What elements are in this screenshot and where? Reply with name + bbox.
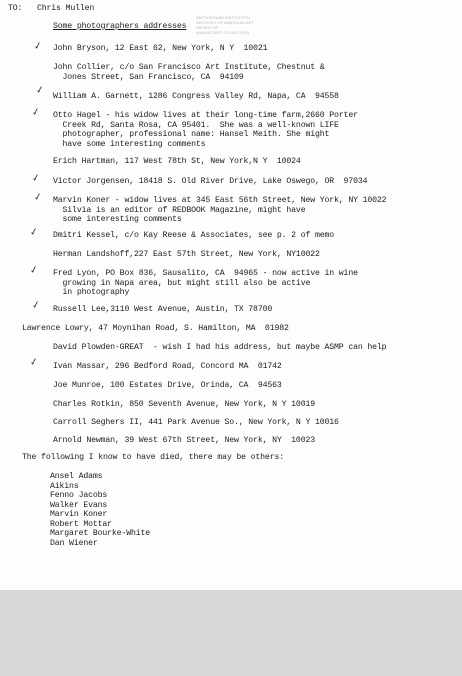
address-line: Creek Rd, Santa Rosa, CA 95401. She was a well-known LIFE — [53, 120, 339, 130]
check-mark-icon: ✓ — [28, 356, 40, 369]
archive-stamp — [196, 15, 278, 35]
address-line: Ivan Massar, 296 Bedford Road, Concord MA 01742 — [53, 362, 282, 371]
deceased-name: Aikins — [50, 481, 79, 491]
stamp-line: PAPERS OF — [196, 25, 219, 30]
stamp-line: SMITHSONIAN INSTITUTION — [196, 15, 250, 20]
address-line: Joe Munroe, 100 Estates Drive, Orinda, CA 94563 — [53, 381, 282, 390]
address-line: Herman Landshoff,227 East 57th Street, New York, NY10022 — [53, 250, 320, 259]
address-line: Charles Rotkin, 850 Seventh Avenue, New York, N Y 10019 — [53, 400, 315, 409]
memo-subject: Some photographers addresses — [53, 22, 187, 31]
address-line: John Collier, c/o San Francisco Art Institute, Chestnut & — [53, 63, 325, 72]
recipient-name: Chris Mullen — [37, 4, 95, 13]
address-line: Victor Jorgensen, 18418 S. Old River Drive, Lake Oswego, OR 97034 — [53, 177, 368, 186]
check-mark-icon: ✓ — [34, 84, 46, 97]
address-line: photographer, professional name: Hansel Meith. She might — [53, 130, 330, 140]
address-line: John Bryson, 12 East 62, New York, N Y 10021 — [53, 44, 268, 53]
check-mark-icon: ✓ — [32, 40, 44, 53]
check-mark-icon: ✓ — [30, 299, 42, 312]
check-mark-icon: ✓ — [28, 264, 40, 277]
deceased-name: Margaret Bourke-White — [50, 529, 151, 538]
deceased-name: Dan Wiener — [50, 538, 98, 548]
check-mark-icon: ✓ — [28, 226, 40, 239]
deceased-intro: The following I know to have died, there may be others: — [22, 453, 284, 462]
address-line: Lawrence Lowry, 47 Moynihan Road, S. Hamilton, MA 01982 — [22, 324, 289, 333]
address-line: in photography — [53, 288, 130, 298]
to-label: TO: — [8, 4, 23, 13]
address-line: David Plowden-GREAT - wish I had his address, but maybe ASMP can help — [53, 343, 387, 352]
address-line: William A. Garnett, 1286 Congress Valley Rd, Napa, CA 94558 — [53, 92, 339, 101]
check-mark-icon: ✓ — [32, 191, 44, 204]
stamp-line: ARCHIVES OF AMERICAN ART — [196, 20, 254, 25]
address-line: Otto Hagel - his widow lives at their long-time farm,2660 Porter — [53, 111, 358, 120]
address-line: have some interesting comments — [53, 139, 206, 149]
check-mark-icon: ✓ — [30, 172, 42, 185]
deceased-name: Marvin Koner — [50, 510, 108, 519]
address-line: Dmitri Kessel, c/o Kay Reese & Associates, see p. 2 of memo — [53, 231, 335, 240]
address-line: Erich Hartman, 117 West 78th St, New York,N Y 10024 — [53, 157, 301, 166]
address-line: Carroll Seghers II, 441 Park Avenue So., New York, N Y 10016 — [53, 418, 339, 427]
deceased-name: Robert Mottar — [50, 519, 112, 529]
address-line: growing in Napa area, but might still also be active — [53, 278, 311, 288]
address-line: Silvia is an editor of REDBOOK Magazine, might have — [53, 205, 306, 215]
deceased-name: Ansel Adams — [50, 472, 103, 481]
check-mark-icon: ✓ — [30, 106, 42, 119]
address-line: Arnold Newman, 39 West 67th Street, New York, NY 10023 — [53, 436, 315, 445]
stamp-line: MANUSCRIPT COLLECTION — [196, 30, 250, 35]
deceased-name: Fenno Jacobs — [50, 491, 108, 500]
address-line: Jones Street, San Francisco, CA 94109 — [53, 72, 244, 82]
address-line: some interesting comments — [53, 215, 182, 225]
deceased-name: Walker Evans — [50, 500, 108, 510]
address-line: Marvin Koner - widow lives at 345 East 56th Street, New York, NY 10022 — [53, 196, 387, 205]
address-line: Russell Lee,3110 West Avenue, Austin, TX 78700 — [53, 305, 273, 314]
address-line: Fred Lyon, PO Box 836, Sausalito, CA 94965 - now active in wine — [53, 269, 358, 278]
